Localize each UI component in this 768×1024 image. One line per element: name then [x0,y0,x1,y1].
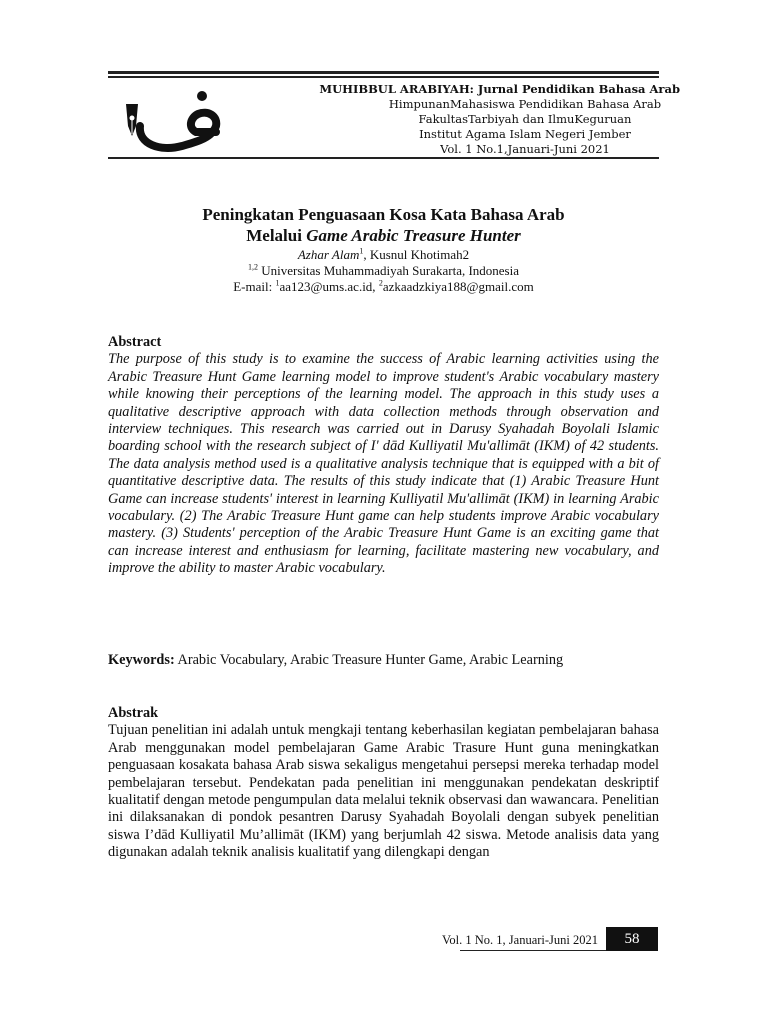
affiliation [108,263,659,279]
journal-title: MUHIBBUL ARABIYAH: Jurnal Pendidikan Bahasa Arab [319,82,680,96]
journal-publisher: HimpunanMahasiswa Pendidikan Bahasa Arab [388,97,662,111]
author-1-sup: 1 [359,246,364,256]
title-line-2-italic: Game Arabic Treasure Hunter [306,226,521,245]
footer-volume: Vol. 1 No. 1, Januari-Juni 2021 [441,933,598,947]
affiliation-sup: 1,2 [247,262,258,272]
title-line-2-prefix: Melalui [246,226,307,245]
author-names [108,247,659,263]
email-1: aa123@ums.ac.id, [279,279,379,294]
abstract-text: The purpose of this study is to examine the success of Arabic learning activities using the Arabic Treasure Hunt Game learning model to improve student's Arabic vocabulary mastery while knowing their perceptions of the learning model. The approach in this study uses a qualitative descriptive approach with data collection methods through observation and interview techniques. This research was carried out in Darusy Syahadah Boyolali Islamic boarding school with the research subject of I' dād Kulliyatil Mu'allimāt (IKM) of 42 students. The data analysis method used is a qualitative analysis technique that is equipped with a bit of quantitative descriptive data. The results of this study indicate that (1) Arabic Treasure Hunt Game can increase students' interest in learning Kulliyatil Mu'allimāt (IKM) in learning Arabic vocabulary. (2) The Arabic Treasure Hunt game can help students improve Arabic vocabulary mastery. (3) Students' perception of the Arabic Treasure Hunt Game is an exciting game that can increase interest and enthusiasm for learning, facilitate mastering new vocabulary, and improve the ability to master Arabic vocabulary. [108,351,659,577]
email-2-sup: 2 [378,278,383,288]
footer-rule [460,950,606,951]
email-label: E-mail: [233,279,276,294]
journal-institute: Institut Agama Islam Negeri Jember [419,127,631,141]
abstrak-heading: Abstrak [108,705,159,721]
email-1-sup: 1 [275,278,280,288]
affiliation-text: Universitas Muhammadiyah Surakarta, Indonesia [257,263,519,278]
author-1: Azhar Alam [297,247,360,262]
title-line-1: Peningkatan Penguasaan Kosa Kata Bahasa Arab [202,205,565,224]
abstract-english [108,334,659,578]
journal-faculty: FakultasTarbiyah dan IlmuKeguruan [418,112,632,126]
journal-header [260,82,680,157]
emails [108,279,659,295]
header-rule-top-thin [108,76,659,78]
email-2: azkaadzkiya188@gmail.com [382,279,534,294]
journal-volume: Vol. 1 No.1,Januari-Juni 2021 [440,142,610,156]
abstrak-text: Tujuan penelitian ini adalah untuk mengkaji tentang keberhasilan kegiatan pembelajaran bahasa Arab menggunakan model pembelajaran Game Arabic Trasure Hunt guna meningkatkan penguasaan kosakata bahasa Arab siswa sekaligus mengetahui persepsi mereka terhadap model pembelajaran tersebut. Pendekatan pada penelitian ini menggunakan pendekatan deskriptif kualitatif dengan metode pengumpulan data melalui teknik observasi dan wawancara. Penelitian ini dilaksanakan di pondok pesantren Darusy Syahadah Boyolali dengan subyek penelitian siswa I’dād Kulliyatil Mu’allimāt (IKM) yang berjumlah 42 siswa. Metode analisis data yang digunakan adalah teknik analisis kualitatif yang dilengkapi dengan [108,722,659,861]
author-block [108,247,659,295]
journal-logo-icon [116,86,224,154]
title-line-2 [108,225,659,246]
header-rule-top [108,71,659,74]
keywords-label: Keywords: [108,652,175,668]
abstract-heading: Abstract [108,334,162,350]
header-rule-bottom [108,157,659,159]
abstract-indonesian [108,705,659,862]
keywords [108,652,659,669]
article-title [108,204,659,246]
keywords-text: Arabic Vocabulary, Arabic Treasure Hunter Game, Arabic Learning [174,652,564,668]
page-number: 58 [606,927,658,951]
author-2: , Kusnul Khotimah2 [363,247,470,262]
